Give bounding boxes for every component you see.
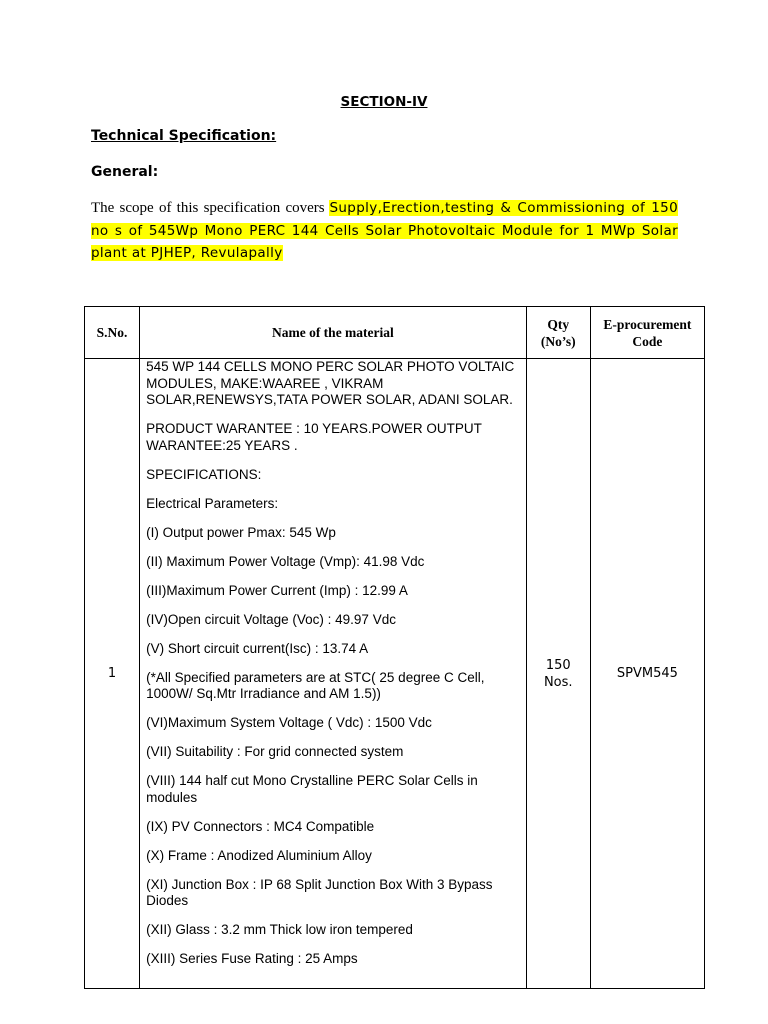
header-eproc-code-label: E-procurement Code bbox=[603, 316, 692, 349]
technical-spec-heading: Technical Specification: bbox=[91, 128, 277, 144]
scope-paragraph bbox=[91, 197, 678, 265]
row-code: SPVM545 bbox=[590, 359, 704, 989]
description-line: (VIII) 144 half cut Mono Crystalline PERC Solar Cells in modules bbox=[146, 773, 478, 805]
description-line: (*All Specified parameters are at STC( 25 degree C Cell, 1000W/ Sq.Mtr Irradiance and AM 1.5)) bbox=[146, 669, 485, 701]
row-description bbox=[140, 359, 527, 989]
description-line: (II) Maximum Power Voltage (Vmp): 41.98 Vdc bbox=[146, 553, 425, 569]
description-line: (XII) Glass : 3.2 mm Thick low iron tempered bbox=[146, 922, 413, 937]
table-header-row bbox=[85, 307, 705, 359]
description-line: (X) Frame : Anodized Aluminium Alloy bbox=[146, 847, 372, 863]
description-line: (IV)Open circuit Voltage (Voc) : 49.97 Vdc bbox=[146, 611, 396, 627]
row-qty-value: 150 Nos. bbox=[543, 657, 573, 690]
header-qty bbox=[526, 307, 590, 359]
description-line: (XI) Junction Box : IP 68 Split Junction Box With 3 Bypass Diodes bbox=[146, 876, 493, 908]
material-table bbox=[84, 306, 705, 989]
description-line: (I) Output power Pmax: 545 Wp bbox=[146, 524, 336, 540]
table-row bbox=[85, 359, 705, 989]
description-line: SPECIFICATIONS: bbox=[146, 466, 262, 482]
row-sno: 1 bbox=[85, 359, 140, 989]
description-line: (V) Short circuit current(Isc) : 13.74 A bbox=[146, 640, 369, 656]
scope-highlight-text: Supply,Erection,testing & Commissioning of 150 no s of 545Wp Mono PERC 144 Cells Solar Photovoltaic Module for 1 MWp Solar plant at PJHEP, Revulapally bbox=[91, 200, 679, 261]
description-line: (XIII) Series Fuse Rating : 25 Amps bbox=[146, 951, 358, 966]
description-line: (IX) PV Connectors : MC4 Compatible bbox=[146, 818, 375, 834]
description-line: Electrical Parameters: bbox=[146, 495, 279, 511]
general-heading: General: bbox=[91, 164, 159, 180]
description-line: PRODUCT WARANTEE : 10 YEARS.POWER OUTPUT WARANTEE:25 YEARS . bbox=[146, 421, 482, 453]
description-line: 545 WP 144 CELLS MONO PERC SOLAR PHOTO VOLTAIC MODULES, MAKE:WAAREE , VIKRAM SOLAR,RENEWSYS,TATA POWER SOLAR, ADANI SOLAR. bbox=[146, 359, 515, 407]
description-list bbox=[146, 359, 520, 968]
header-sno: S.No. bbox=[85, 307, 140, 359]
description-line: (III)Maximum Power Current (Imp) : 12.99 A bbox=[146, 582, 408, 598]
row-qty bbox=[526, 359, 590, 989]
description-line: (VI)Maximum System Voltage ( Vdc) : 1500 Vdc bbox=[146, 715, 432, 730]
header-name-of-material: Name of the material bbox=[140, 307, 527, 359]
section-title: SECTION-IV bbox=[340, 94, 428, 110]
description-line: (VII) Suitability : For grid connected system bbox=[146, 744, 404, 759]
header-qty-label: Qty (No’s) bbox=[540, 316, 576, 349]
scope-lead-text: The scope of this specification covers bbox=[91, 200, 325, 216]
header-eproc-code bbox=[590, 307, 704, 359]
